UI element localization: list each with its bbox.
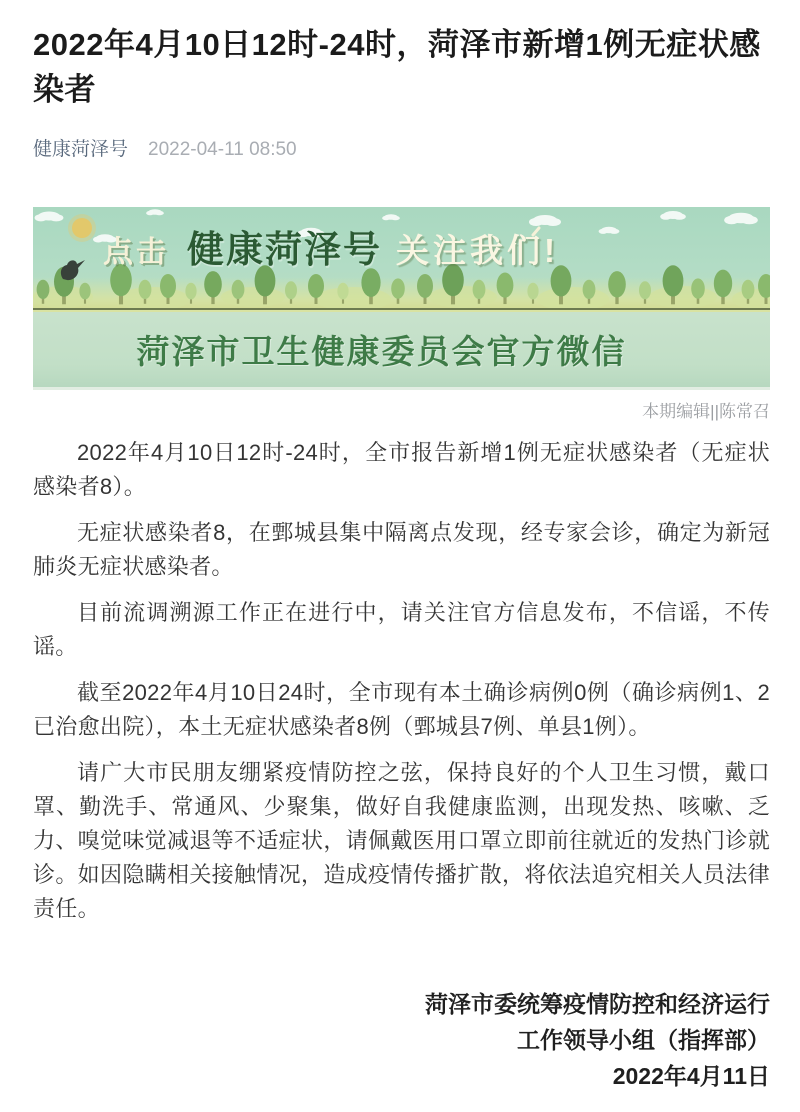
article-title: 2022年4月10日12时-24时，菏泽市新增1例无症状感染者 [33,27,761,107]
signature-org-line1: 菏泽市委统筹疫情防控和经济运行 [425,991,770,1017]
sun-icon [68,214,96,242]
source-name[interactable]: 健康菏泽号 [33,139,129,160]
body-paragraph: 请广大市民朋友绷紧疫情防控之弦，保持良好的个人卫生习惯，戴口罩、勤洗手、常通风、少聚集，做好自我健康监测，出现发热、咳嗽、乏力、嗅觉味觉减退等不适症状，请佩戴医用口罩立即前往就近的发热门诊就诊。如因隐瞒相关接触情况，造成疫情传播扩散，将依法追究相关人员法律责任。 [33,760,770,921]
byline [33,134,770,161]
body-paragraph: 2022年4月10日12时-24时，全市报告新增1例无症状感染者（无症状感染者8）。 [33,440,770,499]
signature-date: 2022年4月11日 [612,1063,770,1089]
banner-title-bar [33,310,770,387]
banner-subtitle: 菏泽市卫生健康委员会官方微信 [136,333,627,370]
body-paragraph: 目前流调溯源工作正在进行中，请关注官方信息发布，不信谣，不传谣。 [33,600,770,659]
banner-headline [103,219,559,273]
body-paragraph: 无症状感染者8，在鄄城县集中隔离点发现，经专家会诊，确定为新冠肺炎无症状感染者。 [33,520,770,579]
banner-follow-label: 关注我们! [396,232,559,269]
banner-image[interactable] [33,207,770,387]
banner-account-name: 健康菏泽号 [187,229,382,270]
body-paragraph: 截至2022年4月10日24时，全市现有本土确诊病例0例（确诊病例1、2已治愈出院），本土无症状感染者8例（鄄城县7例、单县1例）。 [33,680,770,739]
signature-org-line2: 工作领导小组（指挥部） [517,1027,770,1053]
banner-scene [33,207,770,310]
signature-block [33,986,770,1094]
banner-click-label: 点击 [103,236,169,269]
article-body [33,436,770,926]
editor-note: 本期编辑||陈常召 [642,402,770,421]
publish-time: 2022-04-11 08:50 [148,139,297,160]
